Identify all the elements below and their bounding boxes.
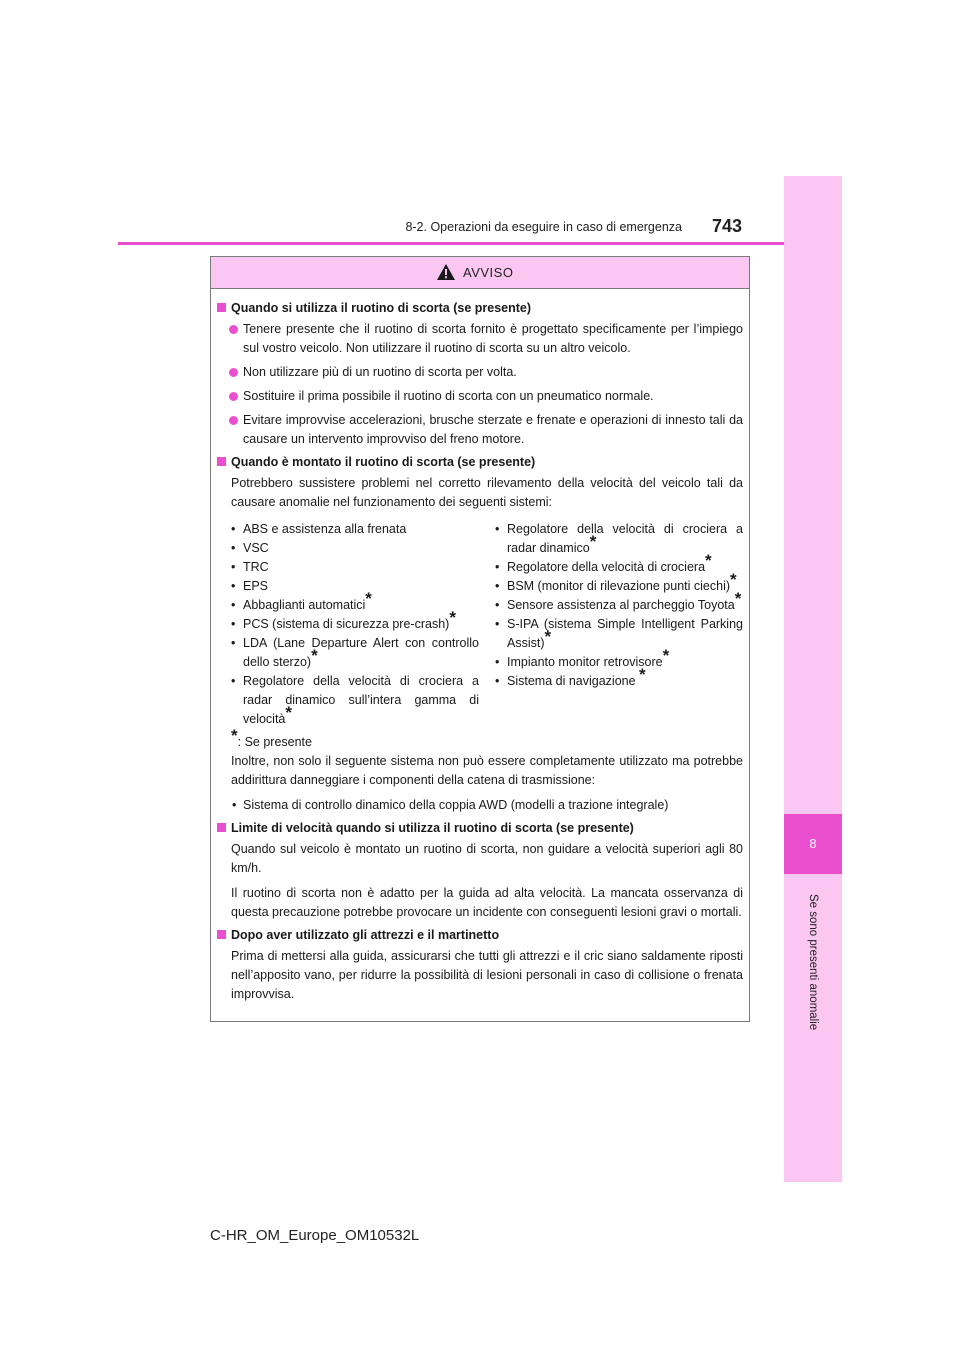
footnote-star: * (544, 627, 552, 646)
list-item: • Sistema di controllo dinamico della coppia AWD (modelli a trazione integrale) (217, 796, 743, 815)
system-item: • VSC (231, 539, 479, 558)
warning-title: AVVISO (463, 265, 514, 280)
systems-right-column (495, 520, 743, 729)
system-item: • TRC (231, 558, 479, 577)
system-item: • Sistema di navigazione * (495, 672, 743, 691)
warning-content (217, 297, 743, 1004)
footnote-star: * (449, 608, 456, 627)
system-item: • Abbaglianti automatici* (231, 596, 479, 615)
paragraph: Potrebbero sussistere problemi nel corretto rilevamento della velocità del veicolo tali da causare anomalie nel funzionamento dei seguenti sistemi: (231, 476, 743, 509)
list-item: Tenere presente che il ruotino di scorta fornito è progettato specificamente per l’impiego sul vostro veicolo. Non utilizzare il ruotino di scorta su un altro veicolo. (217, 320, 743, 358)
footnote-star: * (231, 726, 238, 745)
system-item: • ABS e assistenza alla frenata (231, 520, 479, 539)
list-item: Non utilizzare più di un ruotino di scorta per volta. (217, 363, 743, 382)
footnote-star: * (639, 665, 646, 684)
document-code: C-HR_OM_Europe_OM10532L (210, 1227, 420, 1244)
paragraph: Quando sul veicolo è montato un ruotino di scorta, non guidare a velocità superiori agli 80 km/h. (231, 842, 743, 875)
page-number: 743 (712, 216, 743, 236)
system-item: • S-IPA (sistema Simple Intelligent Parking Assist)* (495, 615, 743, 653)
section-heading: Quando è montato il ruotino di scorta (se presente) (217, 453, 743, 472)
round-bullet-icon (229, 368, 238, 377)
footnote: *: Se presente (231, 726, 312, 749)
section-heading: Dopo aver utilizzato gli attrezzi e il martinetto (217, 926, 743, 945)
square-bullet-icon (217, 303, 226, 312)
footnote-star: * (311, 646, 318, 665)
system-item: • Regolatore della velocità di crociera* (495, 558, 743, 577)
footnote-star: * (662, 646, 670, 665)
round-bullet-icon (229, 416, 238, 425)
paragraph: Prima di mettersi alla guida, assicurarsi che tutti gli attrezzi e il cric siano saldamente riposti nell’apposito vano, per ridurre la possibilità di lesioni personali in caso di collisione o frenata improvvisa. (231, 949, 743, 1001)
chapter-label-text: Se sono presenti anomalie (807, 893, 819, 1031)
system-item: • LDA (Lane Departure Alert con controllo dello sterzo)* (231, 634, 479, 672)
system-item: • Impianto monitor retrovisore* (495, 653, 743, 672)
system-item: • Regolatore della velocità di crociera a radar dinamico* (495, 520, 743, 558)
warning-header (211, 257, 749, 289)
square-bullet-icon (217, 823, 226, 832)
round-bullet-icon (229, 392, 238, 401)
systems-left-column (231, 520, 479, 729)
system-item: • Sensore assistenza al parcheggio Toyota* (495, 596, 743, 615)
system-item: • PCS (sistema di sicurezza pre-crash)* (231, 615, 479, 634)
warning-triangle-icon (436, 263, 456, 281)
section-title: 8-2. Operazioni da eseguire in caso di emergenza (405, 220, 682, 234)
footnote-star: * (734, 589, 742, 608)
footnote-star: * (730, 570, 737, 589)
footnote-star: * (285, 703, 293, 722)
system-item: • BSM (monitor di rilevazione punti ciechi)* (495, 577, 743, 596)
footnote-star: * (589, 532, 597, 551)
round-bullet-icon (229, 325, 238, 334)
system-item: • EPS (231, 577, 479, 596)
paragraph: Il ruotino di scorta non è adatto per la guida ad alta velocità. La mancata osservanza di questa precauzione potrebbe provocare un incidente con conseguenti lesioni gravi o mortali. (231, 886, 743, 919)
paragraph: Inoltre, non solo il seguente sistema non può essere completamente utilizzato ma potrebbe addirittura danneggiare i componenti della catena di trasmissione: (231, 754, 743, 787)
footnote-star: * (705, 551, 712, 570)
chapter-number-tab[interactable]: 8 (784, 814, 842, 874)
chapter-label (784, 882, 842, 1042)
square-bullet-icon (217, 930, 226, 939)
warning-box (210, 256, 750, 1022)
footnote-star: * (365, 589, 372, 608)
square-bullet-icon (217, 457, 226, 466)
section-heading: Quando si utilizza il ruotino di scorta (se presente) (217, 299, 743, 318)
section-heading: Limite di velocità quando si utilizza il ruotino di scorta (se presente) (217, 819, 743, 838)
list-item: Evitare improvvise accelerazioni, brusche sterzate e frenate e operazioni di innesto tali da causare un intervento improvviso del freno motore. (217, 411, 743, 449)
systems-columns (217, 520, 743, 729)
header-divider (118, 242, 784, 245)
system-item: • Regolatore della velocità di crociera a radar dinamico sull’intera gamma di velocità* (231, 672, 479, 729)
list-item: Sostituire il prima possibile il ruotino di scorta con un pneumatico normale. (217, 387, 743, 406)
